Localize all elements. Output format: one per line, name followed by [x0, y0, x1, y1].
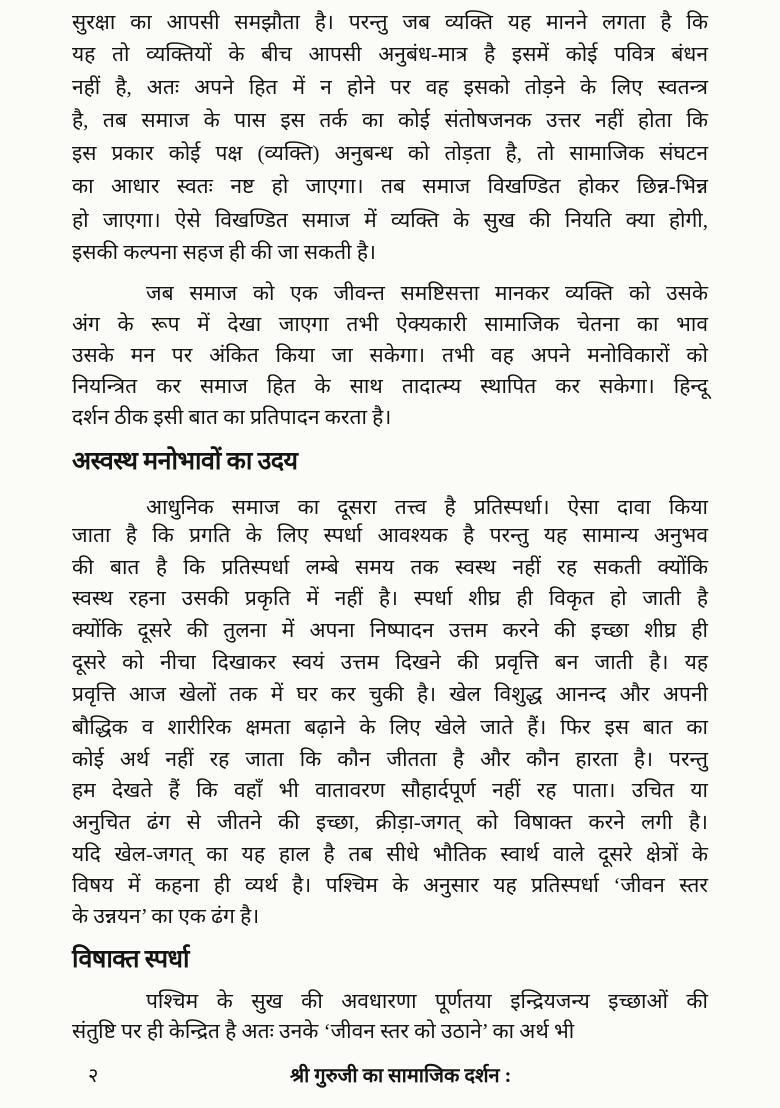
text-line: अनुचित ढंग से जीतने की इच्छा, क्रीड़ा-जगत् को विषाक्त करने लगी है। [72, 810, 708, 834]
text-line: दूसरे को नीचा दिखाकर स्वयं उत्तम दिखने की प्रवृत्ति बन जाती है। यह [72, 650, 708, 674]
text-line: है, तब समाज के पास इस तर्क का कोई संतोषजनक उत्तर नहीं होता कि [72, 108, 708, 132]
text-line: यदि खेल-जगत् का यह हाल है तब सीधे भौतिक स्वार्थ वाले दूसरे क्षेत्रों के [72, 842, 708, 866]
section-heading: अस्वस्थ मनोभावों का उदय [72, 448, 298, 475]
text-line: अंग के रूप में देखा जाएगा तभी ऐक्यकारी सामाजिक चेतना का भाव [72, 312, 708, 336]
text-line: के उन्नयन’ का एक ढंग है। [72, 904, 260, 928]
section-heading: विषाक्त स्पर्धा [72, 946, 189, 973]
text-line: का आधार स्वतः नष्ट हो जाएगा। तब समाज विखण्डित होकर छिन्न-भिन्न [72, 174, 708, 198]
text-line: आधुनिक समाज का दूसरा तत्त्व है प्रतिस्पर्धा। ऐसा दावा किया [146, 495, 708, 519]
text-line: जब समाज को एक जीवन्त समष्टिसत्ता मानकर व्यक्ति को उसके [146, 281, 708, 305]
text-line: नहीं है, अतः अपने हित में न होने पर वह इसको तोड़ने के लिए स्वतन्त्र [72, 75, 708, 99]
text-line: जाता है कि प्रगति के लिए स्पर्धा आवश्यक है परन्तु यह सामान्य अनुभव [72, 523, 708, 547]
text-line: हम देखते हैं कि वहाँ भी वातावरण सौहार्दपूर्ण नहीं रह पाता। उचित या [72, 778, 708, 802]
page-number: २ [88, 1065, 99, 1087]
text-line: क्योंकि दूसरे की तुलना में अपना निष्पादन उत्तम करने की इच्छा शीघ्र ही [72, 618, 708, 642]
text-line: हो जाएगा। ऐसे विखण्डित समाज में व्यक्ति के सुख की नियति क्या होगी, [72, 208, 708, 232]
text-line: पश्चिम के सुख की अवधारणा पूर्णतया इन्द्रियजन्य इच्छाओं की [146, 989, 708, 1013]
text-line: स्वस्थ रहना उसकी प्रकृति में नहीं है। स्पर्धा शीघ्र ही विकृत हो जाती है [72, 586, 708, 610]
text-line: प्रवृत्ति आज खेलों तक में घर कर चुकी है। खेल विशुद्ध आनन्द और अपनी [72, 682, 708, 706]
text-line: कोई अर्थ नहीं रह जाता कि कौन जीतता है और कौन हारता है। परन्तु [72, 747, 708, 771]
text-line: इस प्रकार कोई पक्ष (व्यक्ति) अनुबन्ध को तोड़ता है, तो सामाजिक संघटन [72, 141, 708, 165]
text-line: सुरक्षा का आपसी समझौता है। परन्तु जब व्यक्ति यह मानने लगता है कि [72, 10, 708, 34]
running-title: श्री गुरुजी का सामाजिक दर्शन : [290, 1065, 512, 1087]
text-line: दर्शन ठीक इसी बात का प्रतिपादन करता है। [72, 405, 392, 429]
text-line: संतुष्टि पर ही केन्द्रित है अतः उनके ‘जीवन स्तर को उठाने’ का अर्थ भी [72, 1019, 575, 1043]
text-line: की बात है कि प्रतिस्पर्धा लम्बे समय तक स्वस्थ नहीं रह सकती क्योंकि [72, 555, 708, 579]
text-line: उसके मन पर अंकित किया जा सकेगा। तभी वह अपने मनोविकारों को [72, 343, 708, 367]
text-line: बौद्धिक व शारीरिक क्षमता बढ़ाने के लिए खेले जाते हैं। फिर इस बात का [72, 715, 708, 739]
text-line: नियन्त्रित कर समाज हित के साथ तादात्म्य स्थापित कर सकेगा। हिन्दू [72, 374, 708, 398]
text-line: विषय में कहना ही व्यर्थ है। पश्चिम के अनुसार यह प्रतिस्पर्धा ‘जीवन स्तर [72, 873, 708, 897]
text-line: यह तो व्यक्तियों के बीच आपसी अनुबंध-मात्र है इसमें कोई पवित्र बंधन [72, 42, 708, 66]
text-line: इसकी कल्पना सहज ही की जा सकती है। [72, 240, 376, 264]
